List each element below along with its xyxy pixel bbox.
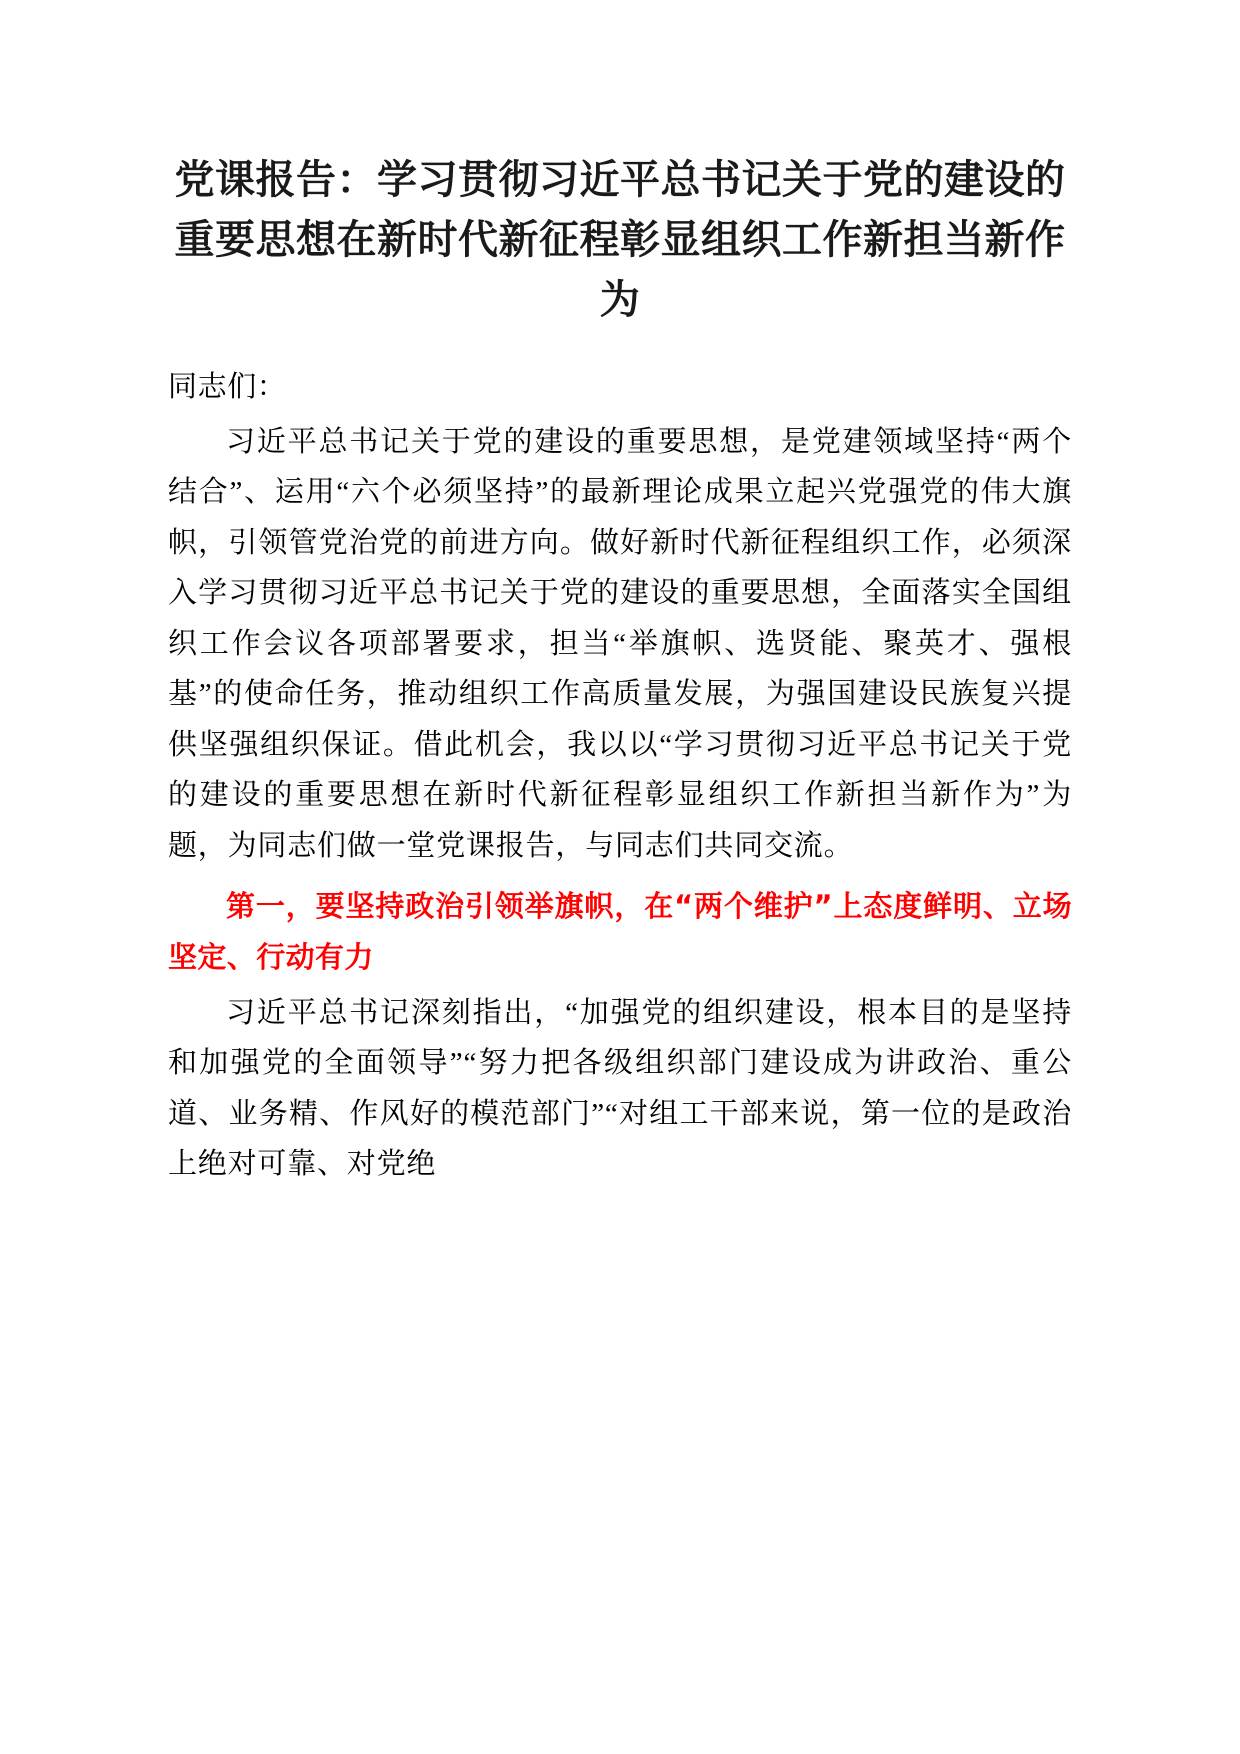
page-title: 党课报告：学习贯彻习近平总书记关于党的建设的重要思想在新时代新征程彰显组织工作新担当新作为 [174,157,1066,323]
section-heading-first: 第一，要坚持政治引领举旗帜，在“两个维护”上态度鲜明、立场坚定、行动有力 [168,889,1072,974]
body-paragraph-2: 习近平总书记深刻指出，“加强党的组织建设，根本目的是坚持和加强党的全面领导”“努力把各级组织部门建设成为讲政治、重公道、业务精、作风好的模范部门”“对组工干部来说，第一位的是政治上绝对可靠、对党绝 [168,996,1072,1181]
salutation-text: 同志们： [168,371,287,403]
body-paragraph-1: 习近平总书记关于党的建设的重要思想，是党建领域坚持“两个结合”、运用“六个必须坚持”的最新理论成果立起兴党强党的伟大旗帜，引领管党治党的前进方向。做好新时代新征程组织工作，必须深入学习贯彻习近平总书记关于党的建设的重要思想，全面落实全国组织工作会议各项部署要求，担当“举旗帜、选贤能、聚英才、强根基”的使命任务，推动组织工作高质量发展，为强国建设民族复兴提供坚强组织保证。借此机会，我以以“学习贯彻习近平总书记关于党的建设的重要思想在新时代新征程彰显组织工作新担当新作为”为题，为同志们做一堂党课报告，与同志们共同交流。 [168,425,1072,862]
